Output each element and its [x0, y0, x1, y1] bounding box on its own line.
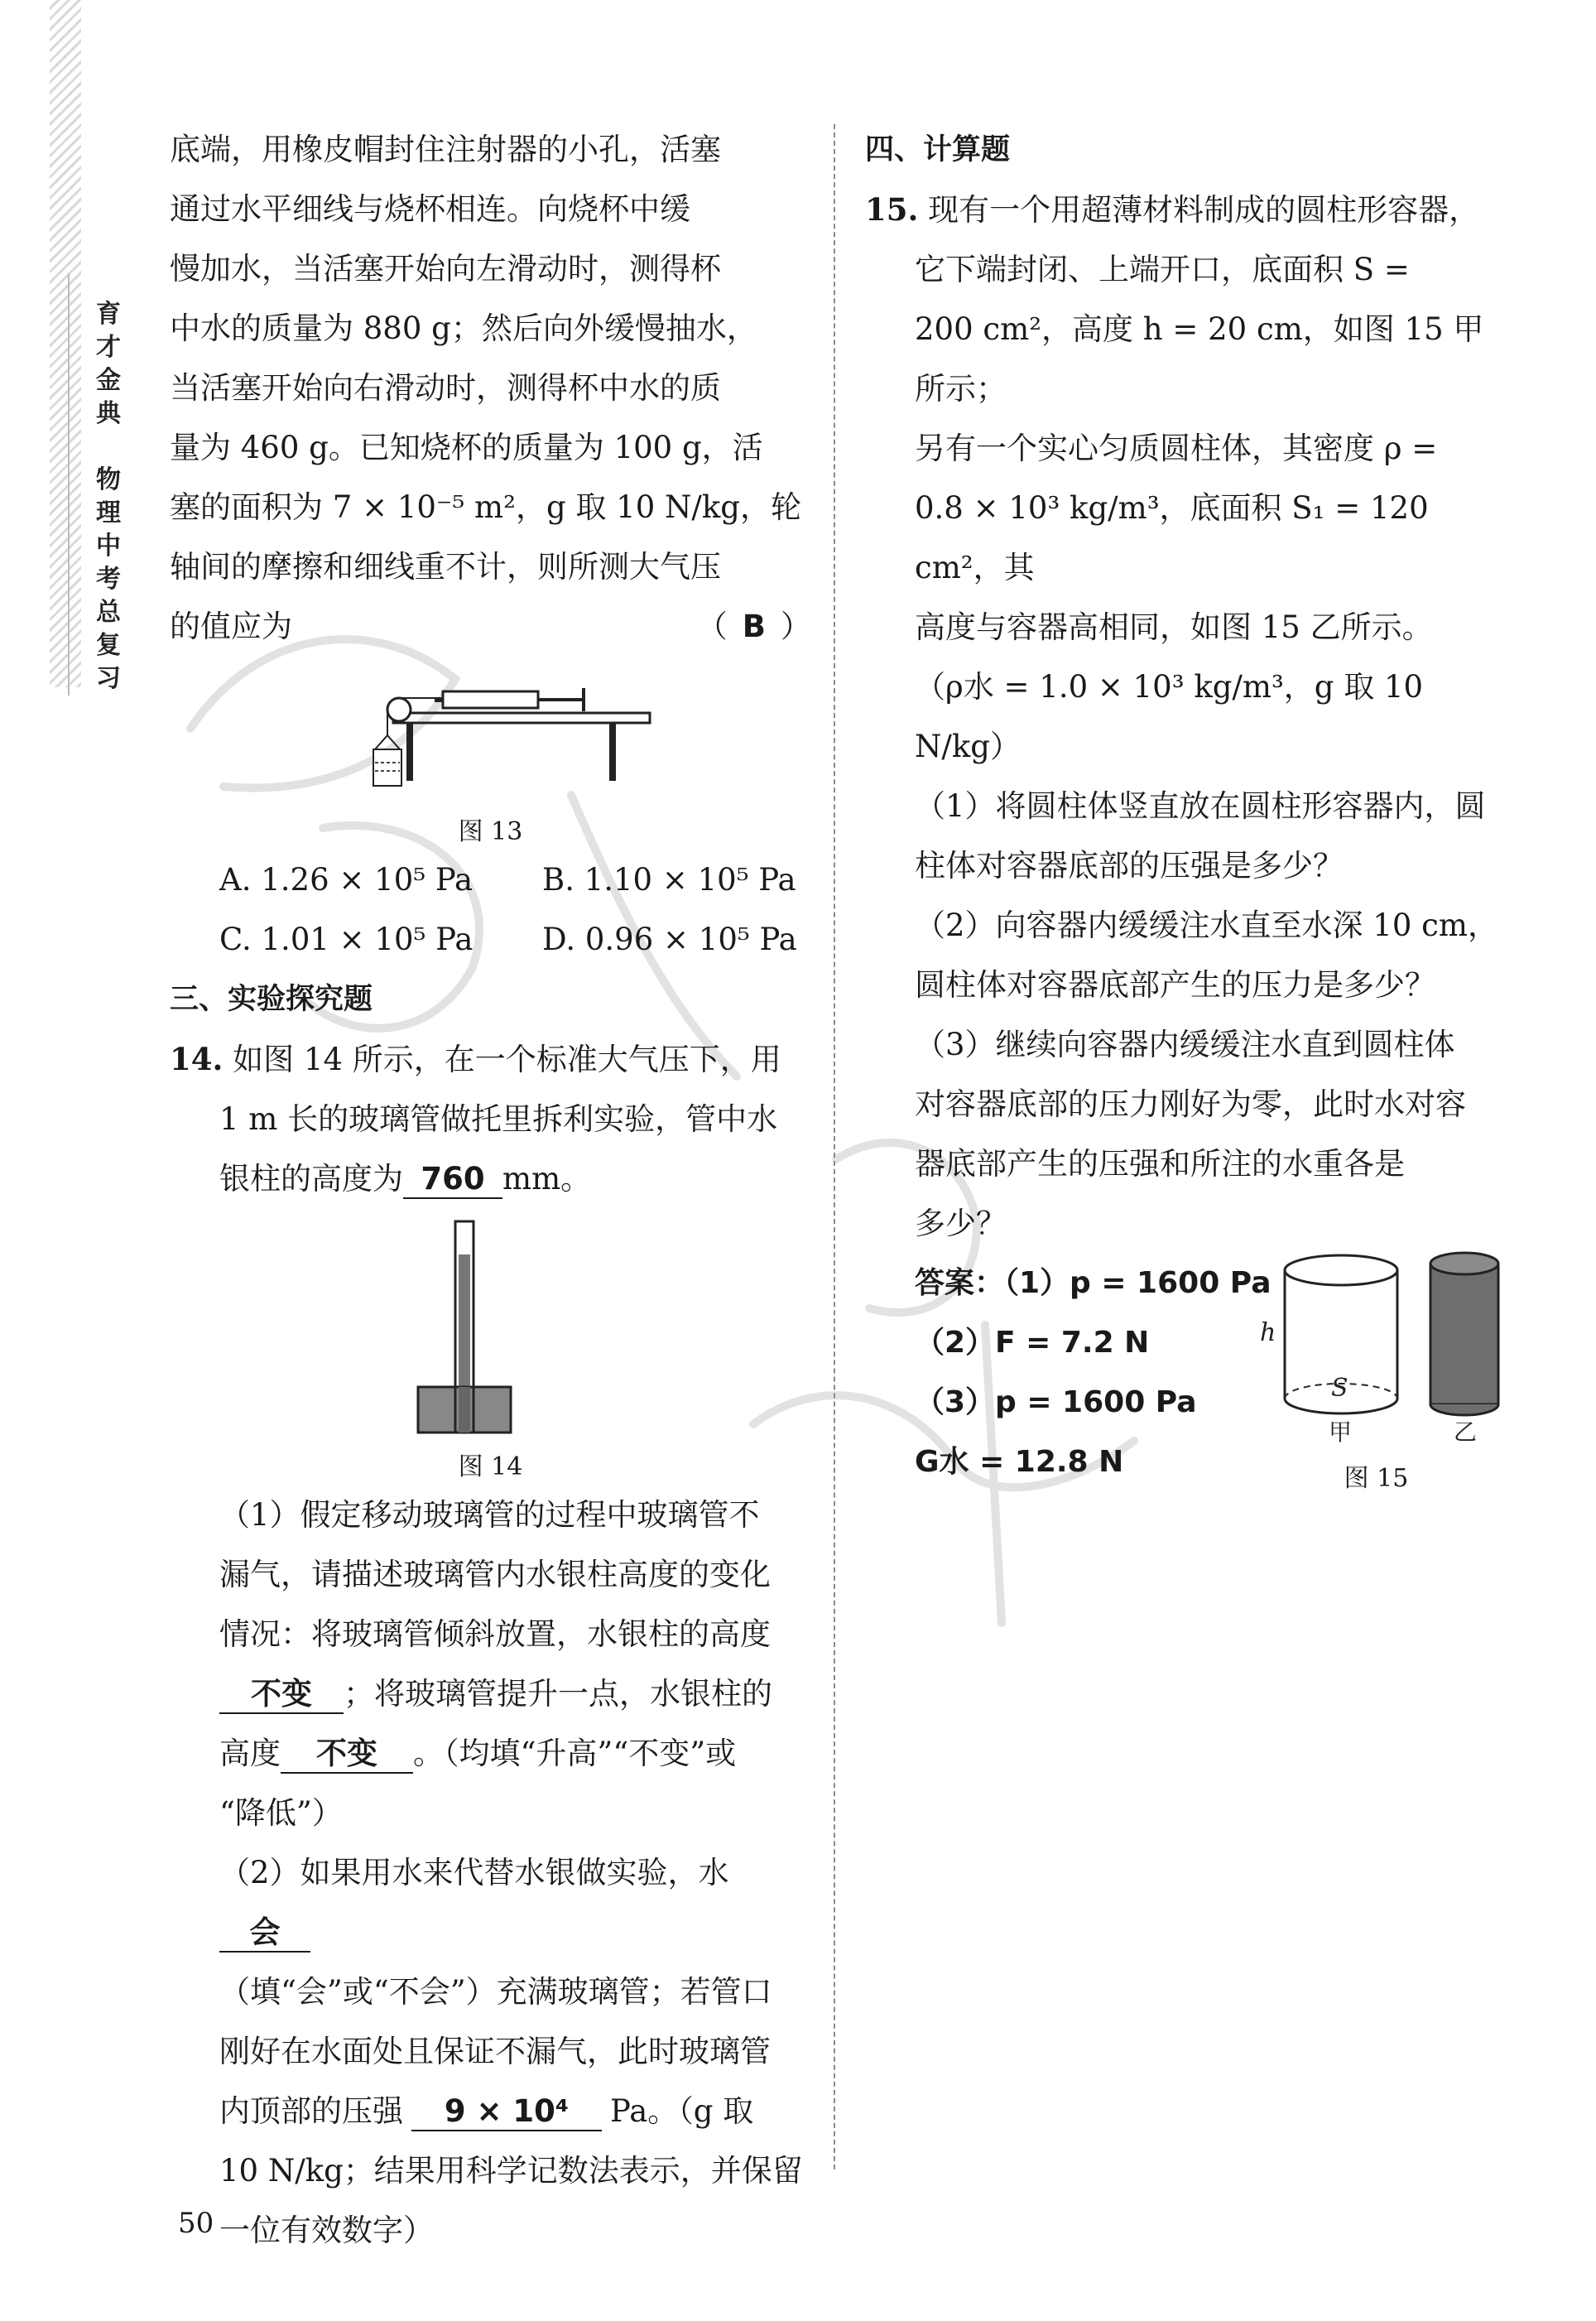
q15-line: 对容器底部的压力刚好为零，此时水对容 [915, 1086, 1466, 1122]
answer-mercury-height: 760 [403, 1161, 502, 1199]
label-h: h [1260, 1318, 1276, 1347]
figure-13-caption: 图 13 [458, 817, 523, 846]
q14-part2-line [170, 1843, 811, 1962]
option-d: D. 0.96 × 10⁵ Pa [542, 922, 797, 957]
answer-pressure: 9 × 10⁴ [411, 2093, 602, 2131]
section-heading-experiment: 三、实验探究题 [170, 983, 373, 1016]
option-c: C. 1.01 × 10⁵ Pa [219, 922, 474, 957]
figure-14-torricelli-tube [170, 1209, 811, 1449]
q15-line: 圆柱体对容器底部产生的压力是多少？ [915, 967, 1435, 1003]
q15-line: 0.8 × 10³ kg/m³，底面积 S₁ = 120 cm²，其 [915, 490, 1429, 585]
label-s: S [1331, 1374, 1348, 1403]
sidebar-char: 考 [96, 565, 121, 594]
figure-15 [1242, 1245, 1511, 1497]
sidebar-char: 才 [96, 333, 121, 362]
q13-line: 底端，用橡皮帽封住注射器的小孔，活塞 [170, 132, 721, 167]
option-a: A. 1.26 × 10⁵ Pa [219, 862, 474, 898]
q13-line: 中水的质量为 880 g；然后向外缓慢抽水， [170, 311, 757, 346]
sidebar-char: 物 [96, 465, 121, 494]
q14-stem: mm。 [502, 1161, 592, 1197]
q15-number: 15. [865, 191, 919, 228]
right-column [865, 120, 1507, 1502]
q14-part1: ；将玻璃管提升一点，水银柱的 [344, 1676, 772, 1712]
label-jia: 甲 [1329, 1418, 1353, 1444]
q15-line: 高度与容器高相同，如图 15 乙所示。 [915, 609, 1433, 645]
q14-stem: 银柱的高度为 [219, 1161, 403, 1197]
section-heading-calculation: 四、计算题 [865, 133, 1011, 166]
q14-part2: Pa。（g 取 [610, 2093, 754, 2129]
q15-answer-1: 答案：（1）p = 1600 Pa [915, 1266, 1272, 1300]
answer-tilt: 不变 [219, 1676, 344, 1714]
q14-part1-line [170, 1664, 811, 1724]
q15-answers [915, 1254, 1272, 1492]
sidebar-char: 金 [96, 366, 121, 395]
question-14 [170, 1029, 811, 2261]
answer-fill: 会 [219, 1914, 310, 1953]
q14-part1: 。（均填“升高”“不变”或 [413, 1736, 737, 1771]
figure-15-cylinders [1242, 1245, 1511, 1444]
q15-line: （3）继续向容器内缓缓注水直到圆柱体 [915, 1027, 1455, 1062]
q14-part2: 一位有效数字） [219, 2213, 434, 2248]
q14-part2: （2）如果用水来代替水银做实验，水 [219, 1855, 729, 1890]
q13-line: 慢加水，当活塞开始向左滑动时，测得杯 [170, 251, 721, 287]
q14-part2: （填“会”或“不会”）充满玻璃管；若管口 [219, 1974, 772, 2010]
q15-line: 它下端封闭、上端开口，底面积 S = [915, 252, 1410, 287]
q13-line: 当活塞开始向右滑动时，测得杯中水的质 [170, 370, 721, 406]
sidebar-char: 复 [96, 631, 121, 660]
figure-13-syringe-apparatus [170, 657, 811, 814]
q14-stem: 如图 14 所示，在一个标准大气压下，用 [233, 1042, 781, 1077]
q15-line: （ρ水 = 1.0 × 10³ kg/m³，g 取 10 N/kg） [915, 669, 1424, 764]
q15-line: 多少？ [915, 1206, 1007, 1241]
q13-line: 通过水平细线与烧杯相连。向烧杯中缓 [170, 191, 690, 227]
q13-last-line [170, 597, 811, 657]
q15-line: 器底部产生的压强和所注的水重各是 [915, 1146, 1405, 1182]
q15-answer-2: （2）F = 7.2 N [915, 1326, 1150, 1360]
column-divider [834, 124, 835, 2169]
q14-part1-line [170, 1724, 811, 1784]
figure-15-caption: 图 15 [1344, 1464, 1409, 1493]
q13-answer-bracket [697, 597, 811, 657]
decorative-stripes [50, 0, 81, 687]
q14-number: 14. [170, 1041, 224, 1077]
q14-part1: “降低”） [219, 1795, 343, 1831]
q14-part2-line [170, 2082, 811, 2141]
q13-line: 塞的面积为 7 × 10⁻⁵ m²，g 取 10 N/kg，轮 [170, 489, 801, 525]
q15-line: 200 cm²，高度 h = 20 cm，如图 15 甲所示； [915, 311, 1484, 407]
sidebar-char: 习 [96, 664, 121, 693]
q15-line: （2）向容器内缓缓注水直至水深 10 cm， [915, 908, 1498, 943]
sidebar-char: 典 [96, 399, 121, 428]
q14-stem-line [170, 1149, 811, 1209]
sidebar-char: 育 [96, 300, 121, 329]
q13-options [170, 850, 811, 970]
q14-part2: 刚好在水面处且保证不漏气，此时玻璃管 [219, 2034, 771, 2069]
q15-answer-3: （3）p = 1600 Pa [915, 1385, 1197, 1419]
figure-14-caption: 图 14 [458, 1452, 523, 1481]
q14-part1: 高度 [219, 1736, 281, 1771]
q15-line: 另有一个实心匀质圆柱体，其密度 ρ = [915, 431, 1438, 466]
q13-line: 的值应为 [170, 609, 292, 644]
q14-part1: 情况：将玻璃管倾斜放置，水银柱的高度 [219, 1616, 771, 1652]
q15-line: 柱体对容器底部的压强是多少？ [915, 848, 1344, 884]
q13-line: 轴间的摩擦和细线重不计，则所测大气压 [170, 549, 721, 585]
q13-line: 量为 460 g。已知烧杯的质量为 100 g，活 [170, 430, 763, 465]
sidebar-char: 总 [96, 598, 121, 627]
q14-part2: 内顶部的压强 [219, 2093, 403, 2129]
sidebar-book-title [89, 298, 127, 696]
question-15 [865, 180, 1507, 1502]
bracket-open: （ [696, 609, 728, 644]
option-b: B. 1.10 × 10⁵ Pa [542, 862, 796, 898]
q15-line: （1）将圆柱体竖直放在圆柱形容器内，圆 [915, 788, 1486, 824]
q15-line: 现有一个用超薄材料制成的圆柱形容器， [928, 192, 1480, 228]
left-column [170, 120, 811, 2261]
bracket-close: ） [781, 609, 811, 644]
sidebar-char: 理 [96, 498, 121, 527]
q15-answer-4: G水 = 12.8 N [915, 1445, 1124, 1479]
label-yi: 乙 [1454, 1418, 1478, 1444]
sidebar-divider [68, 273, 70, 696]
question-13 [170, 120, 811, 970]
q15-answer-block [865, 1254, 1507, 1502]
q14-part1: （1）假定移动玻璃管的过程中玻璃管不 [219, 1497, 760, 1533]
q14-stem: 1 m 长的玻璃管做托里拆利实验，管中水 [219, 1101, 778, 1137]
q13-answer: B [742, 609, 766, 644]
page-number: 50 [178, 2207, 214, 2240]
sidebar-char: 中 [96, 532, 121, 561]
q14-part1: 漏气，请描述玻璃管内水银柱高度的变化 [219, 1557, 771, 1592]
answer-lift: 不变 [281, 1736, 413, 1774]
q14-part2: 10 N/kg；结果用科学记数法表示，并保留 [219, 2153, 803, 2189]
